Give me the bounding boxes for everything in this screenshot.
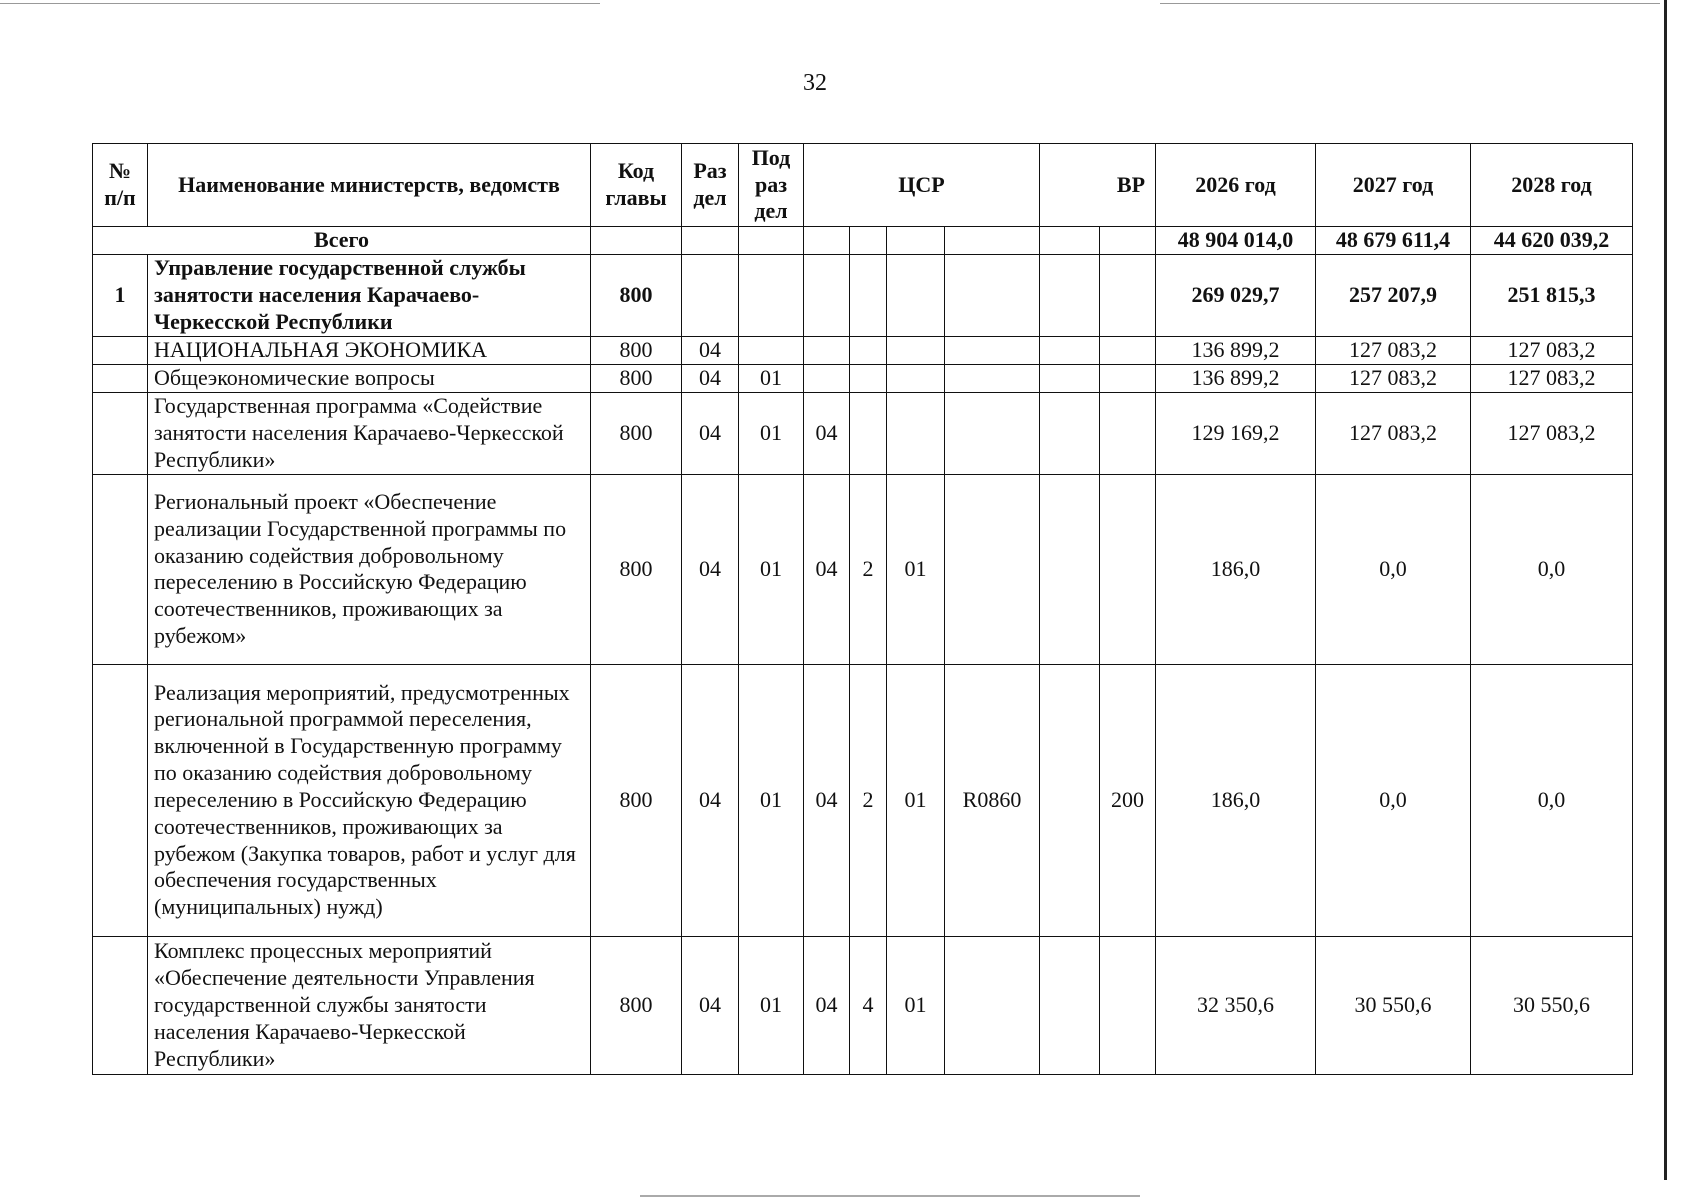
cell-kod: 800 (591, 664, 682, 936)
cell-podrazdel: 01 (739, 364, 804, 392)
header-vr: ВР (1040, 144, 1156, 227)
cell-csr2 (850, 364, 887, 392)
cell-razdel: 04 (682, 936, 739, 1074)
cell-csr2 (850, 392, 887, 474)
cell-razdel: 04 (682, 392, 739, 474)
cell-y2027: 127 083,2 (1316, 364, 1471, 392)
cell-csr3: 01 (887, 664, 945, 936)
cell-y2028: 127 083,2 (1471, 392, 1633, 474)
cell-vr-spacer (1040, 664, 1100, 936)
cell-podrazdel (739, 254, 804, 336)
scan-line-top-right (1160, 3, 1660, 4)
total-label: Всего (93, 227, 591, 255)
cell-y2027: 127 083,2 (1316, 336, 1471, 364)
cell-y2028: 0,0 (1471, 474, 1633, 664)
cell-vr-spacer (1040, 474, 1100, 664)
cell-csr4: R0860 (945, 664, 1040, 936)
cell-y2028: 127 083,2 (1471, 336, 1633, 364)
header-kod: Код главы (591, 144, 682, 227)
cell-csr1 (804, 364, 850, 392)
total-empty-csr2 (850, 227, 887, 255)
cell-name: Реализация мероприятий, предусмотренных региональной программой переселения, включенной в Государственную программу по оказанию содействия добровольному переселению в Российскую Федерацию соотечественников, проживающих за рубежом (Закупка товаров, работ и услуг для обеспечения государственных (муниципальных) нужд) (148, 664, 591, 936)
cell-y2028: 127 083,2 (1471, 364, 1633, 392)
total-empty-csr4 (945, 227, 1040, 255)
cell-kod: 800 (591, 936, 682, 1074)
cell-y2026: 269 029,7 (1156, 254, 1316, 336)
cell-num (93, 474, 148, 664)
cell-podrazdel: 01 (739, 474, 804, 664)
total-row (93, 227, 1633, 255)
table-row (93, 936, 1633, 1074)
header-2026: 2026 год (1156, 144, 1316, 227)
table-row (93, 254, 1633, 336)
cell-vr (1100, 364, 1156, 392)
cell-vr (1100, 254, 1156, 336)
cell-vr-spacer (1040, 936, 1100, 1074)
cell-csr2: 2 (850, 664, 887, 936)
cell-csr3: 01 (887, 474, 945, 664)
budget-table (92, 143, 1633, 1075)
cell-csr3 (887, 336, 945, 364)
cell-podrazdel: 01 (739, 392, 804, 474)
table-row (93, 364, 1633, 392)
cell-csr1: 04 (804, 392, 850, 474)
cell-y2026: 136 899,2 (1156, 364, 1316, 392)
cell-y2027: 127 083,2 (1316, 392, 1471, 474)
cell-razdel: 04 (682, 364, 739, 392)
cell-vr (1100, 392, 1156, 474)
cell-vr-spacer (1040, 254, 1100, 336)
cell-vr-spacer (1040, 336, 1100, 364)
total-empty-vr-a (1040, 227, 1100, 255)
cell-csr2 (850, 254, 887, 336)
cell-csr4 (945, 392, 1040, 474)
table-header-row (93, 144, 1633, 227)
cell-y2027: 0,0 (1316, 664, 1471, 936)
cell-kod: 800 (591, 254, 682, 336)
cell-num (93, 664, 148, 936)
header-2027: 2027 год (1316, 144, 1471, 227)
cell-csr4 (945, 336, 1040, 364)
total-empty-csr1 (804, 227, 850, 255)
cell-razdel: 04 (682, 336, 739, 364)
total-2026: 48 904 014,0 (1156, 227, 1316, 255)
total-empty-podrazdel (739, 227, 804, 255)
header-podrazdel: Под раз дел (739, 144, 804, 227)
cell-y2026: 136 899,2 (1156, 336, 1316, 364)
cell-y2027: 257 207,9 (1316, 254, 1471, 336)
cell-name: Государственная программа «Содействие занятости населения Карачаево-Черкесской Республики» (148, 392, 591, 474)
page-number: 32 (803, 70, 827, 96)
scan-line-bottom (640, 1195, 1140, 1197)
cell-csr1: 04 (804, 664, 850, 936)
scan-edge-right (1664, 0, 1667, 1180)
cell-podrazdel: 01 (739, 936, 804, 1074)
cell-kod: 800 (591, 364, 682, 392)
cell-vr (1100, 336, 1156, 364)
cell-y2027: 30 550,6 (1316, 936, 1471, 1074)
cell-vr (1100, 936, 1156, 1074)
cell-csr2 (850, 336, 887, 364)
cell-num (93, 936, 148, 1074)
cell-csr4 (945, 936, 1040, 1074)
cell-y2026: 129 169,2 (1156, 392, 1316, 474)
cell-csr2: 4 (850, 936, 887, 1074)
header-num: № п/п (93, 144, 148, 227)
cell-csr3 (887, 392, 945, 474)
total-empty-kod (591, 227, 682, 255)
cell-num (93, 392, 148, 474)
total-2028: 44 620 039,2 (1471, 227, 1633, 255)
table-row (93, 336, 1633, 364)
cell-csr1: 04 (804, 474, 850, 664)
header-csr: ЦСР (804, 144, 1040, 227)
total-empty-csr3 (887, 227, 945, 255)
cell-y2026: 32 350,6 (1156, 936, 1316, 1074)
cell-name: Общеэкономические вопросы (148, 364, 591, 392)
total-empty-vr-b (1100, 227, 1156, 255)
cell-csr4 (945, 254, 1040, 336)
cell-csr1 (804, 336, 850, 364)
cell-y2028: 30 550,6 (1471, 936, 1633, 1074)
header-name: Наименование министерств, ведомств (148, 144, 591, 227)
cell-podrazdel: 01 (739, 664, 804, 936)
cell-csr3 (887, 364, 945, 392)
cell-y2026: 186,0 (1156, 474, 1316, 664)
table-row (93, 474, 1633, 664)
cell-razdel: 04 (682, 664, 739, 936)
cell-csr4 (945, 364, 1040, 392)
cell-vr-spacer (1040, 364, 1100, 392)
table-body (93, 254, 1633, 1074)
total-empty-razdel (682, 227, 739, 255)
cell-num (93, 336, 148, 364)
cell-kod: 800 (591, 336, 682, 364)
cell-num: 1 (93, 254, 148, 336)
cell-vr-spacer (1040, 392, 1100, 474)
cell-razdel (682, 254, 739, 336)
cell-vr: 200 (1100, 664, 1156, 936)
cell-name: Управление государственной службы занятости населения Карачаево-Черкесской Республики (148, 254, 591, 336)
scan-line-top-left (0, 3, 600, 4)
header-2028: 2028 год (1471, 144, 1633, 227)
cell-y2026: 186,0 (1156, 664, 1316, 936)
cell-csr2: 2 (850, 474, 887, 664)
cell-csr1 (804, 254, 850, 336)
cell-kod: 800 (591, 392, 682, 474)
cell-podrazdel (739, 336, 804, 364)
table-row (93, 664, 1633, 936)
cell-y2027: 0,0 (1316, 474, 1471, 664)
cell-name: Комплекс процессных мероприятий «Обеспечение деятельности Управления государственной службы занятости населения Карачаево-Черкесской Республики» (148, 936, 591, 1074)
cell-kod: 800 (591, 474, 682, 664)
table-row (93, 392, 1633, 474)
cell-vr (1100, 474, 1156, 664)
cell-name: Региональный проект «Обеспечение реализации Государственной программы по оказанию содействия добровольному переселению в Российскую Федерацию соотечественников, проживающих за рубежом» (148, 474, 591, 664)
cell-y2028: 0,0 (1471, 664, 1633, 936)
cell-csr3 (887, 254, 945, 336)
cell-name: НАЦИОНАЛЬНАЯ ЭКОНОМИКА (148, 336, 591, 364)
header-razdel: Раз дел (682, 144, 739, 227)
cell-y2028: 251 815,3 (1471, 254, 1633, 336)
cell-csr4 (945, 474, 1040, 664)
cell-razdel: 04 (682, 474, 739, 664)
total-2027: 48 679 611,4 (1316, 227, 1471, 255)
cell-csr3: 01 (887, 936, 945, 1074)
cell-num (93, 364, 148, 392)
cell-csr1: 04 (804, 936, 850, 1074)
